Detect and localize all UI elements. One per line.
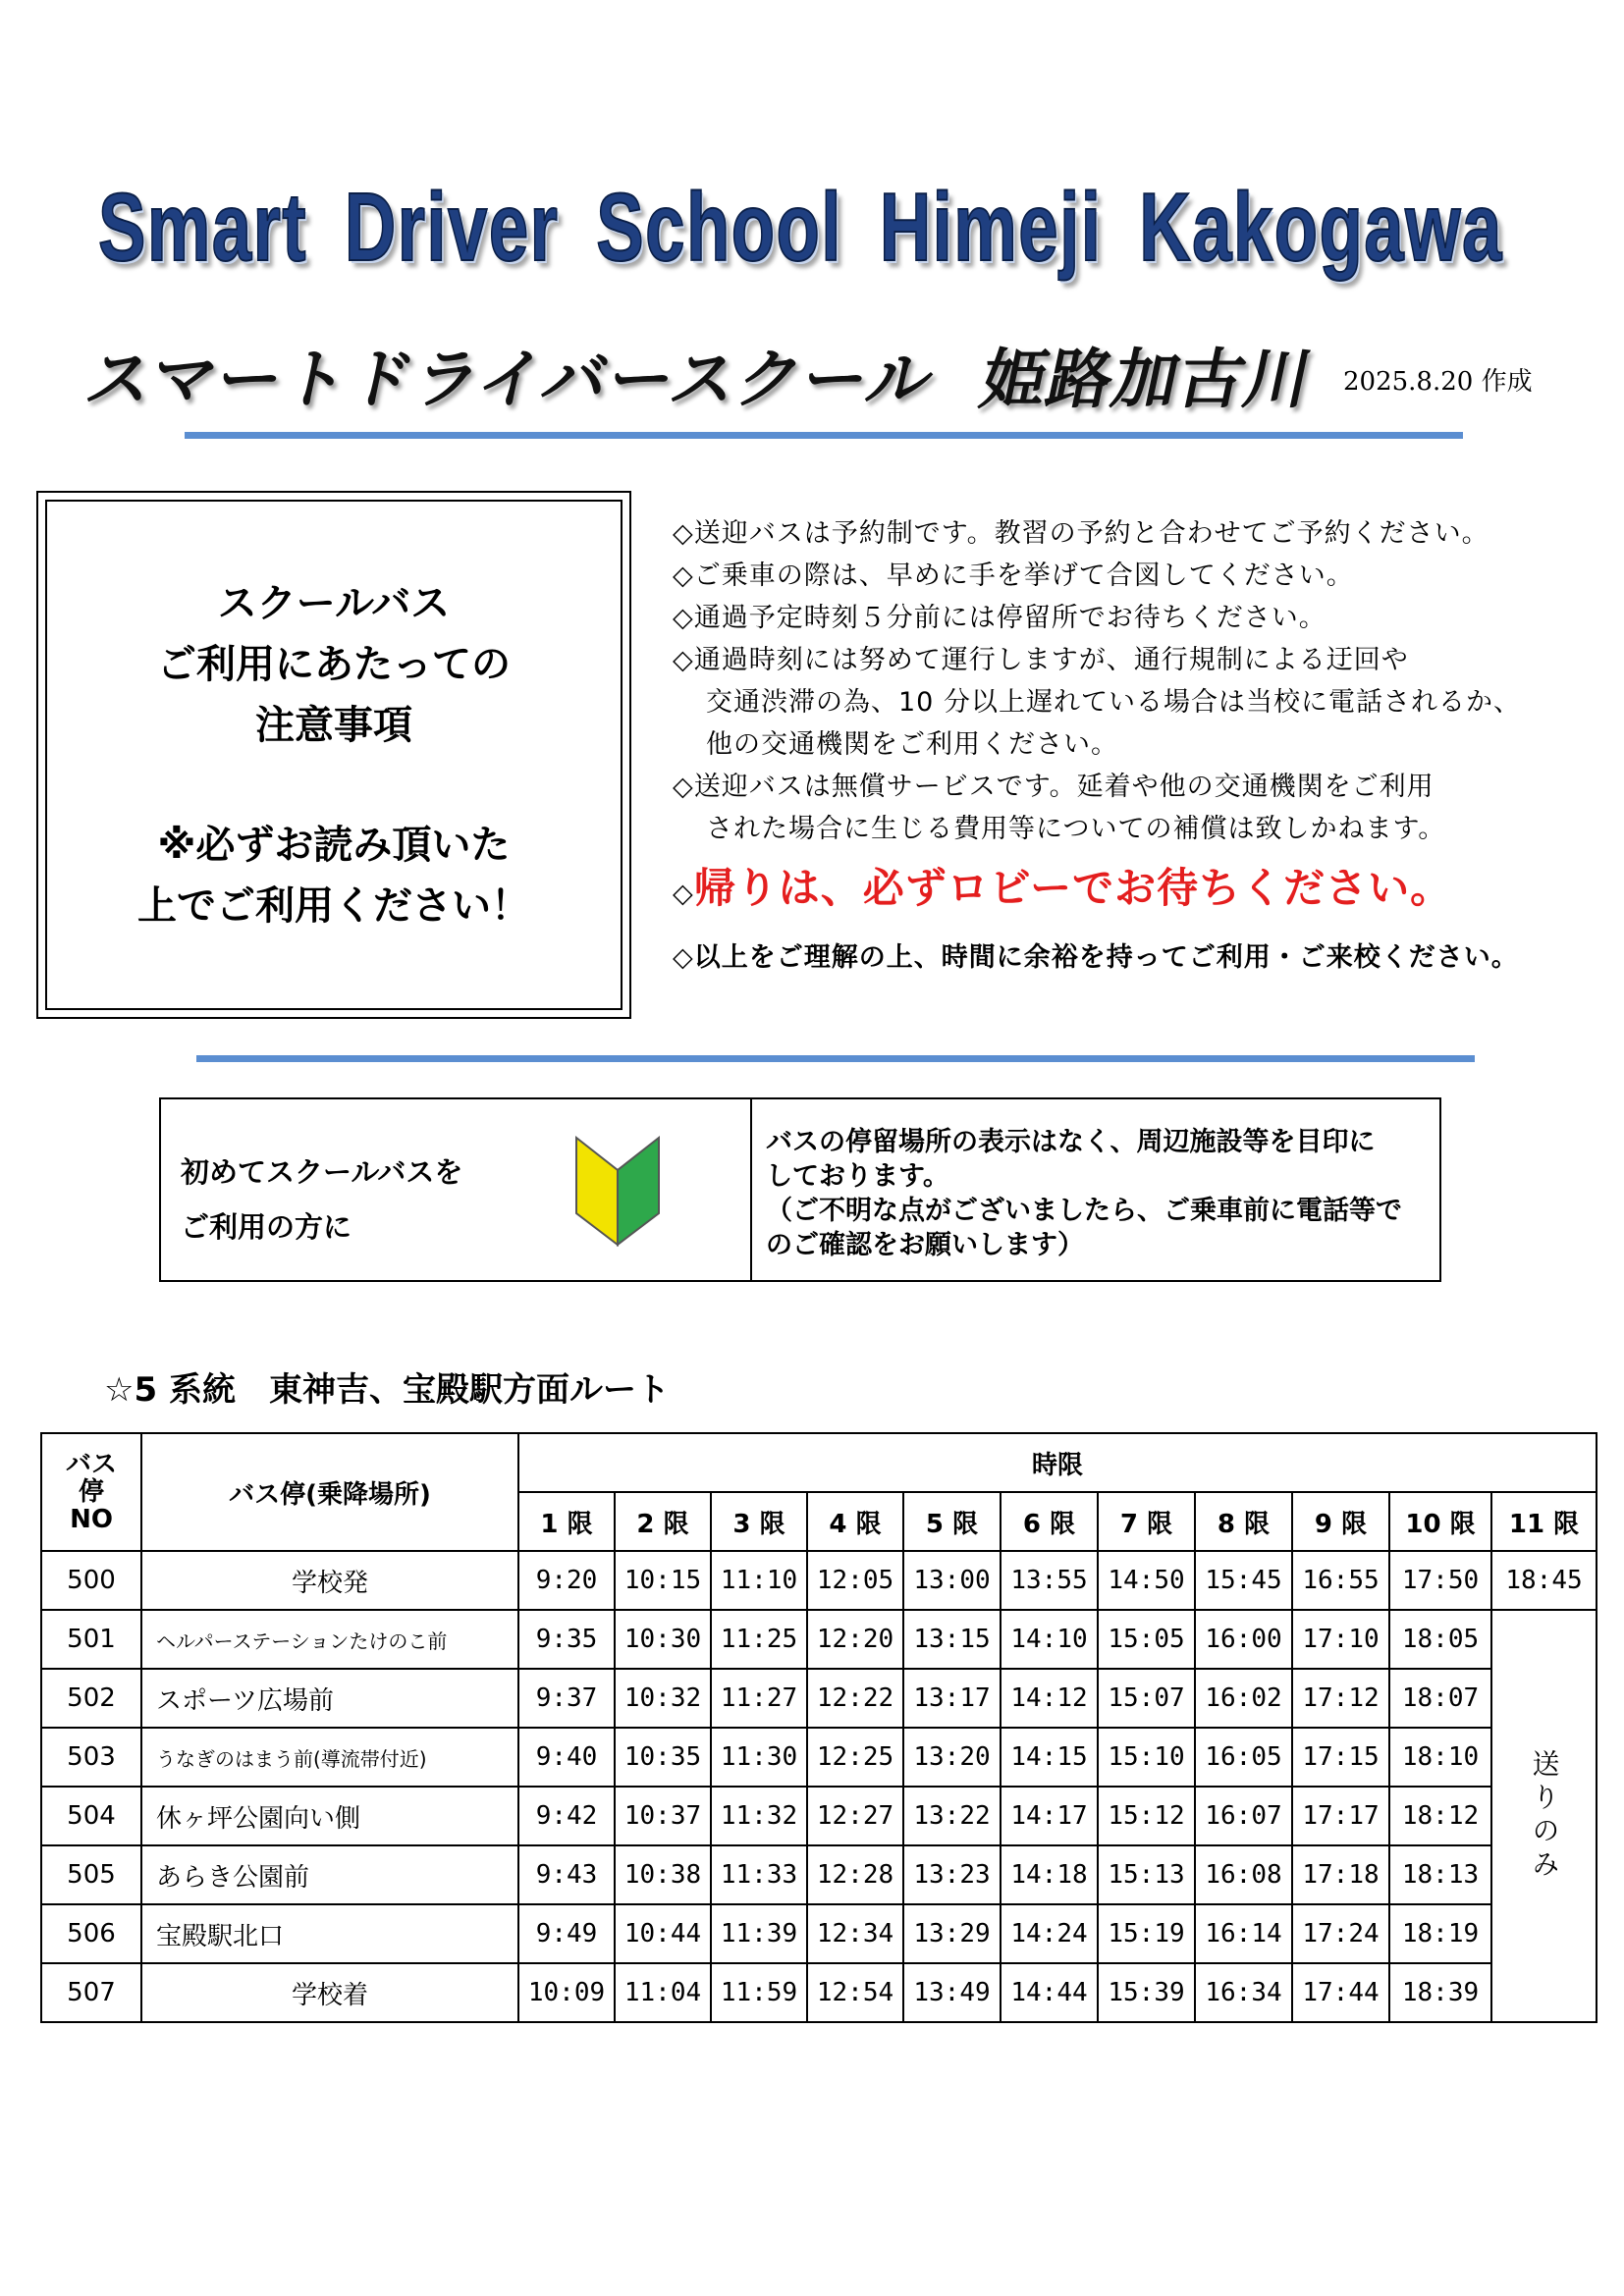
- departure-time: 14:24: [1001, 1904, 1098, 1963]
- rule-item-final: ◇以上をご理解の上、時間に余裕を持ってご利用・ご来校ください。: [673, 942, 1519, 973]
- period-header: 11 限: [1491, 1492, 1597, 1551]
- departure-time: 10:38: [615, 1845, 711, 1904]
- departure-time: 16:07: [1195, 1787, 1292, 1845]
- route-title: ☆5 系統 東神吉、宝殿駅方面ルート: [104, 1370, 670, 1410]
- table-row: [41, 1963, 1597, 2022]
- departure-time: 12:25: [807, 1728, 903, 1787]
- lobby-warning-text: 帰りは、必ずロビーでお待ちください。: [693, 864, 1453, 912]
- departure-time: 18:19: [1389, 1904, 1491, 1963]
- table-row: [41, 1610, 1597, 1669]
- departure-time: 15:10: [1098, 1728, 1195, 1787]
- bus-stop-name: 学校発: [141, 1551, 518, 1610]
- departure-time: 16:08: [1195, 1845, 1292, 1904]
- departure-time: 14:10: [1001, 1610, 1098, 1669]
- rules-list: [673, 512, 1576, 979]
- rule-item: ◇通過予定時刻５分前には停留所でお待ちください。: [673, 603, 1326, 633]
- departure-time: 13:00: [903, 1551, 1001, 1610]
- rule-item-continued: された場合に生じる費用等についての補償は致しかねます。: [706, 814, 1446, 844]
- table-row: [41, 1787, 1597, 1845]
- rule-item-continued: 他の交通機関をご利用ください。: [706, 729, 1118, 760]
- created-date: 2025.8.20 作成: [1343, 367, 1533, 397]
- departure-time: 9:35: [518, 1610, 615, 1669]
- departure-time: 13:23: [903, 1845, 1001, 1904]
- info-text-line: （ご不明な点がございましたら、ご乗車前に電話等で: [766, 1196, 1402, 1226]
- departure-time: 16:14: [1195, 1904, 1292, 1963]
- departure-time: 10:30: [615, 1610, 711, 1669]
- departure-time: 15:19: [1098, 1904, 1195, 1963]
- departure-time: 14:17: [1001, 1787, 1098, 1845]
- departure-time: 12:20: [807, 1610, 903, 1669]
- departure-time: 14:15: [1001, 1728, 1098, 1787]
- departure-time: 17:24: [1292, 1904, 1389, 1963]
- rule-item: ◇ご乗車の際は、早めに手を挙げて合図してください。: [673, 561, 1354, 591]
- table-row: [41, 1728, 1597, 1787]
- departure-time: 16:02: [1195, 1669, 1292, 1728]
- header-bus-stop: バス停(乗降場所): [141, 1433, 518, 1551]
- departure-time: 14:12: [1001, 1669, 1098, 1728]
- departure-time: 11:04: [615, 1963, 711, 2022]
- departure-time: 11:30: [711, 1728, 807, 1787]
- departure-time: 15:12: [1098, 1787, 1195, 1845]
- info-text-line: のご確認をお願いします）: [766, 1230, 1084, 1260]
- departure-time: 13:22: [903, 1787, 1001, 1845]
- departure-time: 10:09: [518, 1963, 615, 2022]
- bus-stop-name: あらき公園前: [141, 1845, 518, 1904]
- timetable: [40, 1432, 1597, 2023]
- bus-stop-no: 504: [41, 1787, 141, 1845]
- departure-time: 10:15: [615, 1551, 711, 1610]
- departure-time: 17:44: [1292, 1963, 1389, 2022]
- notice-box: [36, 491, 631, 1019]
- notice-line: ご利用にあたっての: [157, 642, 511, 687]
- first-time-info-box: [159, 1097, 1441, 1282]
- departure-time: 13:20: [903, 1728, 1001, 1787]
- departure-time: 18:05: [1389, 1610, 1491, 1669]
- rule-item: ◇送迎バスは無償サービスです。延着や他の交通機関をご利用: [673, 772, 1435, 802]
- first-time-info-right: [752, 1099, 1439, 1280]
- departure-time: 9:42: [518, 1787, 615, 1845]
- departure-time: 11:32: [711, 1787, 807, 1845]
- bus-stop-name: 休ヶ坪公園向い側: [141, 1787, 518, 1845]
- departure-time: 11:27: [711, 1669, 807, 1728]
- departure-time: 18:45: [1491, 1551, 1597, 1610]
- departure-time: 11:39: [711, 1904, 807, 1963]
- title-ja-location: 姫路加古川: [974, 342, 1320, 417]
- bus-stop-name: うなぎのはまう前(導流帯付近): [141, 1728, 518, 1787]
- bus-stop-no: 500: [41, 1551, 141, 1610]
- bus-stop-no: 505: [41, 1845, 141, 1904]
- departure-time: 9:37: [518, 1669, 615, 1728]
- departure-time: 16:05: [1195, 1728, 1292, 1787]
- bus-stop-name: 学校着: [141, 1963, 518, 2022]
- departure-time: 14:18: [1001, 1845, 1098, 1904]
- drop-off-only-label: 送りのみ: [1528, 1749, 1561, 1883]
- notice-line: スクールバス: [217, 581, 451, 626]
- departure-time: 17:10: [1292, 1610, 1389, 1669]
- period-header: 8 限: [1195, 1492, 1292, 1551]
- departure-time: 11:59: [711, 1963, 807, 2022]
- lobby-warning-mark: ◇: [673, 879, 694, 909]
- departure-time: 9:20: [518, 1551, 615, 1610]
- table-row: [41, 1904, 1597, 1963]
- notice-line: 注意事項: [255, 703, 412, 748]
- rule-item: ◇送迎バスは予約制です。教習の予約と合わせてご予約ください。: [673, 518, 1489, 549]
- section-divider: [196, 1055, 1475, 1062]
- departure-time: 15:05: [1098, 1610, 1195, 1669]
- bus-stop-no: 501: [41, 1610, 141, 1669]
- departure-time: 15:13: [1098, 1845, 1195, 1904]
- departure-time: 12:28: [807, 1845, 903, 1904]
- departure-time: 10:37: [615, 1787, 711, 1845]
- departure-time: 9:40: [518, 1728, 615, 1787]
- first-time-info-left: [161, 1099, 752, 1280]
- departure-time: 18:10: [1389, 1728, 1491, 1787]
- rule-item-continued: 交通渋滞の為、10 分以上遅れている場合は当校に電話されるか、: [706, 687, 1521, 718]
- bus-stop-no: 507: [41, 1963, 141, 2022]
- departure-time: 13:29: [903, 1904, 1001, 1963]
- departure-time: 10:44: [615, 1904, 711, 1963]
- lobby-warning: [673, 854, 1576, 929]
- departure-time: 17:50: [1389, 1551, 1491, 1610]
- departure-time: 9:43: [518, 1845, 615, 1904]
- departure-time: 12:05: [807, 1551, 903, 1610]
- departure-time: 17:15: [1292, 1728, 1389, 1787]
- period-header: 6 限: [1001, 1492, 1098, 1551]
- period-header: 7 限: [1098, 1492, 1195, 1551]
- departure-time: 12:34: [807, 1904, 903, 1963]
- period-header: 5 限: [903, 1492, 1001, 1551]
- departure-time: 18:07: [1389, 1669, 1491, 1728]
- departure-time: 11:25: [711, 1610, 807, 1669]
- departure-time: 11:33: [711, 1845, 807, 1904]
- departure-time: 14:44: [1001, 1963, 1098, 2022]
- drop-off-only-cell: [1491, 1610, 1597, 2022]
- header-period: 時限: [518, 1433, 1597, 1492]
- departure-time: 13:55: [1001, 1551, 1098, 1610]
- departure-time: 16:00: [1195, 1610, 1292, 1669]
- period-header: 4 限: [807, 1492, 903, 1551]
- departure-time: 12:54: [807, 1963, 903, 2022]
- bus-stop-no: 502: [41, 1669, 141, 1728]
- departure-time: 13:49: [903, 1963, 1001, 2022]
- departure-time: 17:17: [1292, 1787, 1389, 1845]
- bus-stop-name: スポーツ広場前: [141, 1669, 518, 1728]
- first-time-label-line: 初めてスクールバスを: [181, 1155, 463, 1189]
- rule-item: ◇通過時刻には努めて運行しますが、通行規制による迂回や: [673, 645, 1409, 675]
- bus-stop-name: 宝殿駅北口: [141, 1904, 518, 1963]
- departure-time: 10:35: [615, 1728, 711, 1787]
- period-header: 10 限: [1389, 1492, 1491, 1551]
- info-text-line: しております。: [766, 1161, 949, 1192]
- header-bus-stop-no: バス 停 NO: [41, 1433, 141, 1551]
- departure-time: 10:32: [615, 1669, 711, 1728]
- bus-stop-no: 506: [41, 1904, 141, 1963]
- table-header-row: [41, 1433, 1597, 1492]
- period-header: 2 限: [615, 1492, 711, 1551]
- table-row: [41, 1551, 1597, 1610]
- departure-time: 15:45: [1195, 1551, 1292, 1610]
- departure-time: 16:55: [1292, 1551, 1389, 1610]
- beginner-mark-icon: [573, 1135, 662, 1252]
- notice-box-inner: [45, 500, 623, 1010]
- departure-time: 18:12: [1389, 1787, 1491, 1845]
- departure-time: 17:12: [1292, 1669, 1389, 1728]
- notice-line: ※必ずお読み頂いた: [157, 823, 511, 868]
- departure-time: 12:27: [807, 1787, 903, 1845]
- period-header: 9 限: [1292, 1492, 1389, 1551]
- period-header: 3 限: [711, 1492, 807, 1551]
- page-title-english: Smart Driver School Himeji Kakogawa: [98, 173, 1503, 281]
- table-row: [41, 1845, 1597, 1904]
- departure-time: 12:22: [807, 1669, 903, 1728]
- departure-time: 15:39: [1098, 1963, 1195, 2022]
- header-divider: [185, 432, 1463, 439]
- departure-time: 18:13: [1389, 1845, 1491, 1904]
- title-ja-school: スマートドライバースクール: [79, 342, 942, 417]
- departure-time: 18:39: [1389, 1963, 1491, 2022]
- table-row: [41, 1669, 1597, 1728]
- departure-time: 11:10: [711, 1551, 807, 1610]
- departure-time: 16:34: [1195, 1963, 1292, 2022]
- departure-time: 13:15: [903, 1610, 1001, 1669]
- page-title-japanese: [79, 327, 1323, 420]
- first-time-label-line: ご利用の方に: [181, 1210, 352, 1244]
- info-text-line: バスの停留場所の表示はなく、周辺施設等を目印に: [766, 1127, 1376, 1157]
- departure-time: 15:07: [1098, 1669, 1195, 1728]
- bus-stop-no: 503: [41, 1728, 141, 1787]
- departure-time: 13:17: [903, 1669, 1001, 1728]
- notice-line: 上でご利用ください！: [137, 883, 530, 929]
- bus-stop-name: ヘルパーステーションたけのこ前: [141, 1610, 518, 1669]
- period-header: 1 限: [518, 1492, 615, 1551]
- departure-time: 17:18: [1292, 1845, 1389, 1904]
- first-time-label: [181, 1145, 462, 1255]
- departure-time: 9:49: [518, 1904, 615, 1963]
- departure-time: 14:50: [1098, 1551, 1195, 1610]
